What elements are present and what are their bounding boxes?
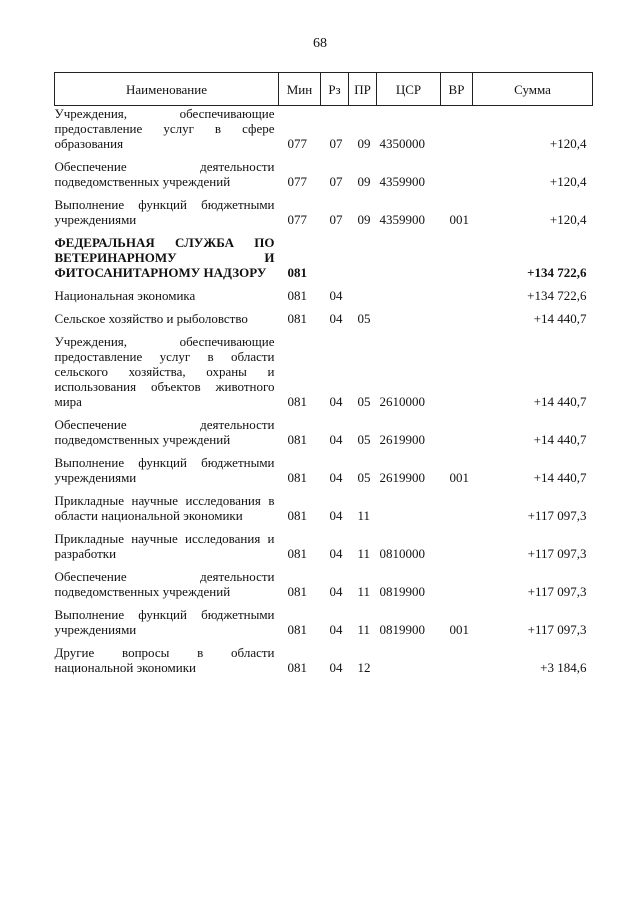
table-row bbox=[55, 311, 593, 326]
row-spacer bbox=[55, 326, 593, 334]
cell-sum: +134 722,6 bbox=[527, 265, 587, 280]
cell-vr bbox=[441, 159, 473, 189]
cell-pr: 11 bbox=[357, 584, 371, 599]
cell-sum: +117 097,3 bbox=[527, 508, 587, 523]
cell-name: Национальная экономика bbox=[54, 288, 196, 303]
row-spacer bbox=[55, 523, 593, 531]
cell-pr: 11 bbox=[357, 622, 371, 637]
cell-name: Обеспечение деятельности подведомственных учреждений bbox=[54, 159, 275, 189]
cell-csr bbox=[377, 288, 441, 303]
table-row bbox=[55, 334, 593, 409]
cell-min: 081 bbox=[287, 394, 307, 409]
cell-rz: 04 bbox=[329, 622, 343, 637]
cell-pr: 11 bbox=[357, 508, 371, 523]
cell-rz: 04 bbox=[329, 546, 343, 561]
cell-vr: 001 bbox=[449, 470, 469, 485]
row-spacer bbox=[55, 151, 593, 159]
cell-sum: +117 097,3 bbox=[527, 584, 587, 599]
cell-rz: 04 bbox=[329, 394, 343, 409]
table-body bbox=[55, 106, 593, 676]
cell-sum: +120,4 bbox=[549, 212, 587, 227]
table-row bbox=[55, 288, 593, 303]
cell-min: 081 bbox=[287, 660, 307, 675]
header-name: Наименование bbox=[55, 73, 279, 106]
row-spacer bbox=[55, 637, 593, 645]
table-row bbox=[55, 159, 593, 189]
row-spacer bbox=[55, 409, 593, 417]
cell-rz: 04 bbox=[329, 584, 343, 599]
table-row bbox=[55, 607, 593, 637]
cell-pr: 11 bbox=[357, 546, 371, 561]
cell-sum: +3 184,6 bbox=[540, 660, 587, 675]
header-pr: ПР bbox=[349, 73, 377, 106]
cell-vr bbox=[441, 106, 473, 152]
cell-sum: +14 440,7 bbox=[533, 311, 587, 326]
cell-sum: +117 097,3 bbox=[527, 546, 587, 561]
header-vr: ВР bbox=[441, 73, 473, 106]
cell-min: 081 bbox=[287, 265, 307, 280]
cell-rz: 07 bbox=[329, 212, 343, 227]
cell-name: Прикладные научные исследования и разработки bbox=[54, 531, 275, 561]
cell-min: 081 bbox=[287, 584, 307, 599]
table-row bbox=[55, 197, 593, 227]
cell-csr: 4359900 bbox=[379, 174, 425, 189]
cell-name: Выполнение функций бюджетными учреждениями bbox=[54, 197, 275, 227]
budget-table bbox=[54, 72, 593, 675]
cell-sum: +14 440,7 bbox=[533, 432, 587, 447]
cell-name: Выполнение функций бюджетными учреждениями bbox=[54, 607, 275, 637]
cell-sum: +14 440,7 bbox=[533, 470, 587, 485]
cell-csr: 0819900 bbox=[379, 584, 425, 599]
cell-csr bbox=[377, 493, 441, 523]
cell-csr: 2619900 bbox=[379, 432, 425, 447]
cell-pr: 09 bbox=[357, 174, 371, 189]
cell-min: 081 bbox=[287, 546, 307, 561]
row-spacer bbox=[55, 485, 593, 493]
row-spacer bbox=[55, 280, 593, 288]
cell-min: 081 bbox=[287, 288, 307, 303]
cell-min: 081 bbox=[287, 508, 307, 523]
cell-name: Обеспечение деятельности подведомственных учреждений bbox=[54, 569, 275, 599]
cell-pr: 09 bbox=[357, 136, 371, 151]
cell-min: 081 bbox=[287, 470, 307, 485]
page-number: 68 bbox=[313, 36, 327, 51]
cell-min: 077 bbox=[287, 136, 307, 151]
cell-csr: 2619900 bbox=[379, 470, 425, 485]
cell-vr bbox=[441, 569, 473, 599]
cell-rz: 07 bbox=[329, 174, 343, 189]
cell-pr: 09 bbox=[357, 212, 371, 227]
cell-csr: 2610000 bbox=[379, 394, 425, 409]
cell-rz: 04 bbox=[329, 288, 343, 303]
cell-min: 081 bbox=[287, 622, 307, 637]
cell-csr: 0819900 bbox=[379, 622, 425, 637]
cell-csr bbox=[377, 645, 441, 675]
row-spacer bbox=[55, 227, 593, 235]
cell-csr bbox=[377, 235, 441, 280]
cell-name: Учреждения, обеспечивающие предоставление услуг в области сельского хозяйства, охраны и использования объектов животного мира bbox=[54, 334, 275, 409]
cell-pr bbox=[349, 288, 377, 303]
cell-vr: 001 bbox=[449, 212, 469, 227]
cell-pr: 05 bbox=[357, 311, 371, 326]
table-row bbox=[55, 455, 593, 485]
row-spacer bbox=[55, 599, 593, 607]
header-min: Мин bbox=[279, 73, 321, 106]
cell-sum: +117 097,3 bbox=[527, 622, 587, 637]
row-spacer bbox=[55, 303, 593, 311]
table-row bbox=[55, 645, 593, 675]
row-spacer bbox=[55, 189, 593, 197]
cell-rz: 04 bbox=[329, 311, 343, 326]
table-row bbox=[55, 493, 593, 523]
cell-min: 081 bbox=[287, 311, 307, 326]
cell-csr: 4350000 bbox=[379, 136, 425, 151]
cell-rz: 04 bbox=[329, 508, 343, 523]
table-row bbox=[55, 106, 593, 152]
cell-name: Учреждения, обеспечивающие предоставление услуг в сфере образования bbox=[54, 106, 275, 151]
cell-name: Обеспечение деятельности подведомственных учреждений bbox=[54, 417, 275, 447]
cell-pr: 05 bbox=[357, 470, 371, 485]
cell-vr bbox=[441, 531, 473, 561]
cell-pr: 12 bbox=[357, 660, 371, 675]
table-header-row bbox=[55, 73, 593, 106]
cell-rz: 04 bbox=[329, 660, 343, 675]
cell-vr bbox=[441, 334, 473, 409]
header-rz: Рз bbox=[321, 73, 349, 106]
cell-rz bbox=[321, 235, 349, 280]
header-csr: ЦСР bbox=[377, 73, 441, 106]
cell-name: Сельское хозяйство и рыболовство bbox=[54, 311, 248, 326]
cell-min: 077 bbox=[287, 212, 307, 227]
cell-name: Прикладные научные исследования в области национальной экономики bbox=[54, 493, 275, 523]
cell-csr: 4359900 bbox=[379, 212, 425, 227]
cell-vr bbox=[441, 493, 473, 523]
cell-name: ФЕДЕРАЛЬНАЯ СЛУЖБА ПО ВЕТЕРИНАРНОМУ И ФИТОСАНИТАРНОМУ НАДЗОРУ bbox=[54, 235, 275, 280]
cell-sum: +120,4 bbox=[549, 174, 587, 189]
cell-name: Выполнение функций бюджетными учреждениями bbox=[54, 455, 275, 485]
cell-vr bbox=[441, 417, 473, 447]
cell-vr bbox=[441, 311, 473, 326]
cell-pr bbox=[349, 235, 377, 280]
cell-vr bbox=[441, 235, 473, 280]
cell-rz: 07 bbox=[329, 136, 343, 151]
cell-min: 081 bbox=[287, 432, 307, 447]
cell-vr bbox=[441, 288, 473, 303]
cell-sum: +14 440,7 bbox=[533, 394, 587, 409]
cell-name: Другие вопросы в области национальной экономики bbox=[54, 645, 275, 675]
cell-sum: +134 722,6 bbox=[527, 288, 587, 303]
cell-rz: 04 bbox=[329, 432, 343, 447]
table-row bbox=[55, 531, 593, 561]
cell-pr: 05 bbox=[357, 394, 371, 409]
row-spacer bbox=[55, 561, 593, 569]
row-spacer bbox=[55, 447, 593, 455]
cell-vr: 001 bbox=[449, 622, 469, 637]
cell-csr bbox=[377, 311, 441, 326]
table-row bbox=[55, 417, 593, 447]
cell-pr: 05 bbox=[357, 432, 371, 447]
cell-vr bbox=[441, 645, 473, 675]
cell-sum: +120,4 bbox=[549, 136, 587, 151]
header-sum: Сумма bbox=[473, 73, 593, 106]
cell-rz: 04 bbox=[329, 470, 343, 485]
table-row bbox=[55, 569, 593, 599]
cell-min: 077 bbox=[287, 174, 307, 189]
cell-csr: 0810000 bbox=[379, 546, 425, 561]
table-row bbox=[55, 235, 593, 280]
